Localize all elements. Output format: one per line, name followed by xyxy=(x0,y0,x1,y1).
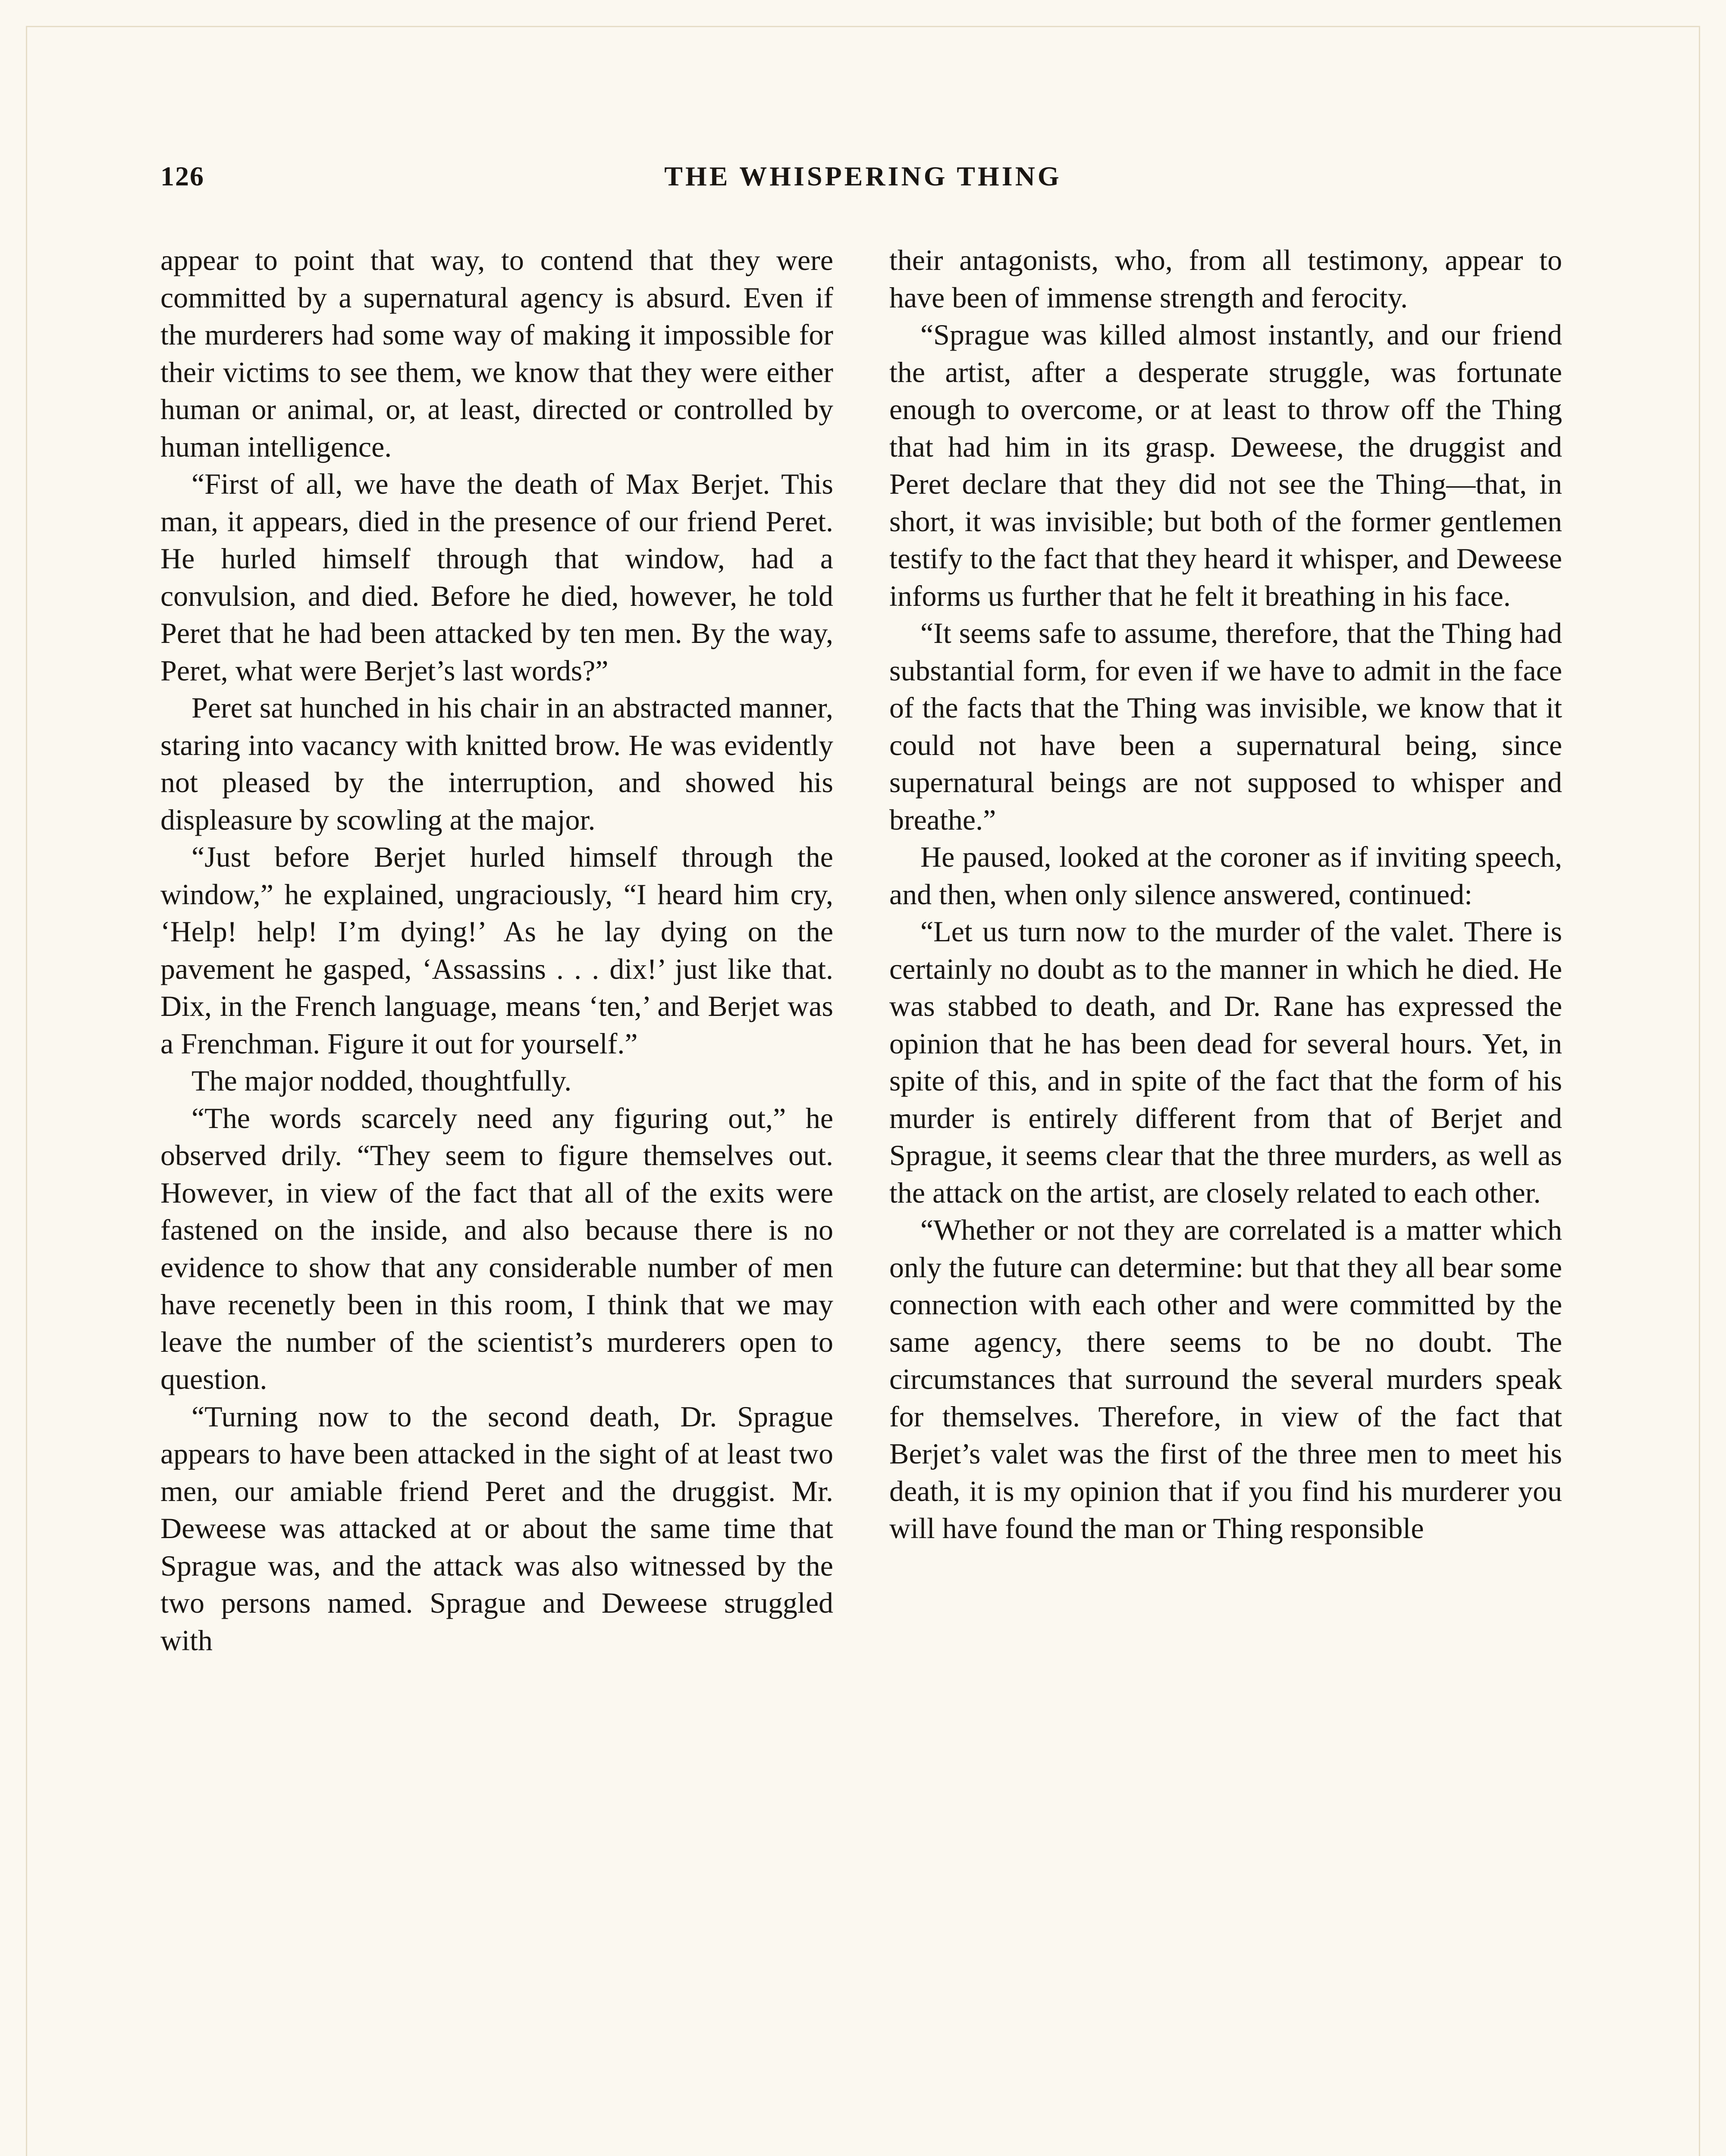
paragraph: “It seems safe to assume, therefore, that the Thing had substantial form, for even if we have to admit in the face of the facts that the Thing was invisible, we know that it could not have been a supernatural being, since supernatural beings are not supposed to whisper and breathe.” xyxy=(889,617,1562,836)
paragraph: “Let us turn now to the murder of the valet. There is certainly no doubt as to the manner in which he died. He was stabbed to death, and Dr. Rane has expressed the opinion that he has been dead for several hours. Yet, in spite of this, and in spite of the fact that the form of his murder is entirely different from that of Berjet and Sprague, it seems clear that the three murders, as well as the attack on the artist, are closely related to each other. xyxy=(889,915,1562,1209)
page-number: 126 xyxy=(160,161,204,191)
paragraph: “The words scarcely need any figuring out,” he observed drily. “They seem to figure themselves out. However, in view of the fact that all of the exits were fastened on the inside, and also because there is no evidence to show that any considerable number of men have recenetly been in this room, I think that we may leave the number of the scientist’s murderers open to question. xyxy=(160,1101,833,1395)
running-title: THE WHISPERING THING xyxy=(664,161,1062,191)
paragraph: their antagonists, who, from all testimony, appear to have been of immense strength and ferocity. xyxy=(889,244,1562,314)
paragraph: The major nodded, thoughtfully. xyxy=(191,1064,572,1097)
paragraph: “Just before Berjet hurled himself through the window,” he explained, ungraciously, “I heard him cry, ‘Help! help! I’m dying!’ As he lay dying on the pavement he gasped, ‘Assassins . . . dix!’ just like that. Dix, in the French language, means ‘ten,’ and Berjet was a Frenchman. Figure it out for yourself.” xyxy=(160,840,833,1060)
paragraph: appear to point that way, to contend that they were committed by a supernatural agency is absurd. Even if the murderers had some way of making it impossible for their victims to see them, we know that they were either human or animal, or, at least, directed or controlled by human intelligence. xyxy=(160,244,833,463)
paragraph: “First of all, we have the death of Max Berjet. This man, it appears, died in the presence of our friend Peret. He hurled himself through that window, had a convulsion, and died. Before he died, however, he told Peret that he had been attacked by ten men. By the way, Peret, what were Berjet’s last words?” xyxy=(160,467,833,687)
paragraph: “Whether or not they are correlated is a matter which only the future can determine: but that they all bear some connection with each other and were committed by the same agency, there seems to be no doubt. The circumstances that surround the several murders speak for themselves. Therefore, in view of the fact that Berjet’s valet was the first of the three men to meet his death, it is my opinion that if you find his murderer you will have found the man or Thing responsible xyxy=(889,1213,1562,1545)
paragraph: He paused, looked at the coroner as if inviting speech, and then, when only silence answered, continued: xyxy=(889,840,1562,911)
left-column xyxy=(160,241,833,2156)
paragraph: “Turning now to the second death, Dr. Sprague appears to have been attacked in the sight of at least two men, our amiable friend Peret and the druggist. Mr. Deweese was attacked at or about the same time that Sprague was, and the attack was also witnessed by the two persons named. Sprague and Deweese struggled with xyxy=(160,1400,833,1657)
paragraph: “Sprague was killed almost instantly, and our friend the artist, after a desperate struggle, was fortunate enough to overcome, or at least to throw off the Thing that had him in its grasp. Deweese, the druggist and Peret declare that they did not see the Thing—that, in short, it was invisible; but both of the former gentlemen testify to the fact that they heard it whisper, and Deweese informs us further that he felt it breathing in his face. xyxy=(889,318,1562,612)
paragraph: Peret sat hunched in his chair in an abstracted manner, staring into vacancy with knitted brow. He was evidently not pleased by the interruption, and showed his displeasure by scowling at the major. xyxy=(160,691,833,836)
right-column xyxy=(889,241,1562,2156)
